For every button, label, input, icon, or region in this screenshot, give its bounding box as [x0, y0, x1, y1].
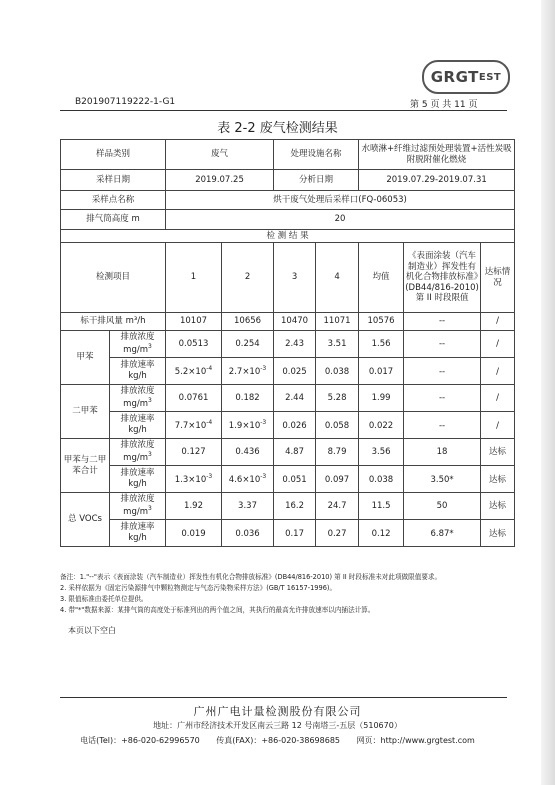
rate-value-base: 0.036 [235, 528, 260, 539]
remark-line: 2. 采样依据为《固定污染源排气中颗粒物测定与气态污染物采样方法》(GB/T 16157-1996)。 [60, 584, 337, 592]
rate-value-base: 达标 [489, 474, 507, 485]
rate-value [359, 412, 404, 439]
flow-label: 标干排风量 m³/h [61, 313, 166, 331]
rate-value-base: 0.17 [285, 528, 304, 539]
concentration-value: 8.79 [316, 439, 359, 466]
flow-value: 10656 [222, 313, 274, 331]
rate-value [166, 358, 222, 385]
rate-value-base: 5.2×10 [174, 366, 207, 377]
concentration-value: 5.28 [316, 385, 359, 412]
rate-value-base: 0.058 [324, 420, 350, 431]
concentration-value: -- [404, 331, 481, 358]
facility-label: 处理设施名称 [274, 140, 359, 170]
col-header-item: 检测项目 [61, 243, 166, 313]
rate-value [404, 520, 481, 547]
concentration-value: 0.182 [222, 385, 274, 412]
rate-value [316, 520, 359, 547]
table-title: 表 2-2 废气检测结果 [217, 121, 338, 136]
rate-label: 排放速率 kg/h [110, 412, 166, 439]
rate-value-base: 0.017 [368, 366, 394, 377]
rate-value-base: / [496, 420, 499, 431]
col-header-compliance: 达标情况 [481, 243, 515, 313]
rate-value [166, 412, 222, 439]
rate-value-base: 0.026 [282, 420, 307, 431]
pollutant-name: 甲苯 [61, 331, 110, 385]
results-section-label: 检 测 结 果 [61, 230, 515, 243]
pollutant-name: 二甲苯 [61, 385, 110, 439]
pollutant-name: 甲苯与二甲苯合计 [61, 439, 110, 493]
contact-tel: 电话(Tel)：+86-020-62996570 [80, 736, 200, 745]
rate-value-base: 0.038 [324, 366, 350, 377]
rate-value-base: 1.3×10 [174, 474, 207, 485]
rate-value [481, 520, 515, 547]
rate-label: 排放速率 kg/h [110, 358, 166, 385]
pollutant-name: 总 VOCs [61, 493, 110, 547]
rate-value-exponent: -4 [206, 364, 213, 372]
concentration-value: 24.7 [316, 493, 359, 520]
rate-label: 排放速率 kg/h [110, 466, 166, 493]
concentration-value: 1.99 [359, 385, 404, 412]
remarks [60, 572, 510, 616]
logo-small-text: EST [478, 71, 502, 83]
info-row-dates [61, 170, 515, 191]
contact-fax: 传真(FAX)：+86-020-38698685 [216, 736, 341, 745]
rate-value [166, 520, 222, 547]
header-divider [60, 110, 507, 111]
rate-value [316, 412, 359, 439]
company-logo [422, 60, 510, 94]
rate-value-base: 0.019 [181, 528, 206, 539]
col-header-standard: 《表面涂装（汽车制造业）挥发性有机化合物排放标准》(DB44/816-2010)第 II 时段限值 [404, 243, 481, 313]
exhaust-gas-results-table [60, 139, 515, 547]
rate-value-base: 0.12 [371, 528, 391, 539]
rate-value-base: 0.051 [282, 474, 307, 485]
concentration-value: 3.56 [359, 439, 404, 466]
rate-value [481, 466, 515, 493]
concentration-value: 达标 [481, 439, 515, 466]
flow-compliance: / [481, 313, 515, 331]
rate-value-base: 0.038 [368, 474, 394, 485]
concentration-value: 达标 [481, 493, 515, 520]
flow-standard: -- [404, 313, 481, 331]
rate-value [481, 358, 515, 385]
rate-value [359, 466, 404, 493]
remark-line: 4. 带"*"数据来源：某排气筒的高度处于标准列出的两个值之间，其执行的最高允许排放速率以内插法计算。 [60, 606, 375, 614]
info-row-stack [61, 210, 515, 230]
results-section-row [61, 230, 515, 243]
info-row-sample [61, 140, 515, 170]
table-row [61, 520, 515, 547]
rate-value-base: 0.097 [324, 474, 350, 485]
sampling-point-label: 采样点名称 [61, 191, 166, 210]
rate-value-base: 7.7×10 [174, 420, 207, 431]
concentration-value: 0.436 [222, 439, 274, 466]
rate-value [274, 520, 316, 547]
flow-value: 10107 [166, 313, 222, 331]
stack-height-label: 排气筒高度 m [61, 210, 166, 230]
rate-value [404, 466, 481, 493]
rate-value-base: 2.7×10 [228, 366, 261, 377]
flow-value: 11071 [316, 313, 359, 331]
concentration-value: 16.2 [274, 493, 316, 520]
rate-value-base: 1.9×10 [228, 420, 261, 431]
sampling-date-label: 采样日期 [61, 170, 166, 191]
sampling-date-value: 2019.07.25 [166, 170, 274, 191]
rate-value [359, 520, 404, 547]
rate-value-base: 0.27 [327, 528, 347, 539]
concentration-label: 排放浓度 $mg/m^3$ [110, 493, 166, 520]
col-header-average: 均值 [359, 243, 404, 313]
rate-value-exponent: -3 [260, 364, 267, 372]
info-row-point [61, 191, 515, 210]
concentration-value: 3.51 [316, 331, 359, 358]
rate-value-exponent: -4 [206, 418, 213, 426]
col-header-1: 1 [166, 243, 222, 313]
rate-value-base: 4.6×10 [228, 474, 261, 485]
contact-info [0, 735, 555, 746]
concentration-value: / [481, 385, 515, 412]
concentration-value: 18 [404, 439, 481, 466]
rate-value [222, 520, 274, 547]
concentration-value: 0.254 [222, 331, 274, 358]
rate-value-base: 6.87* [430, 528, 454, 539]
concentration-value: 50 [404, 493, 481, 520]
rate-value-base: 3.50* [430, 474, 454, 485]
concentration-value: 3.37 [222, 493, 274, 520]
concentration-value: 2.43 [274, 331, 316, 358]
rate-value-base: / [496, 366, 499, 377]
contact-web: 网页：http://www.grgtest.com [356, 736, 475, 745]
concentration-value: 0.0513 [166, 331, 222, 358]
rate-value-exponent: -3 [260, 472, 267, 480]
facility-value: 水喷淋+纤维过滤预处理装置+活性炭吸附脱附催化燃烧 [359, 140, 515, 170]
pollutant-groups [61, 331, 515, 547]
concentration-value: 0.0761 [166, 385, 222, 412]
table-row [61, 493, 515, 520]
rate-label: 排放速率 kg/h [110, 520, 166, 547]
remark-line: 备注：1."--"表示《表面涂装（汽车制造业）挥发性有机化合物排放标准》(DB44/816-2010) 第 II 时段标准未对此项做限值要求。 [60, 573, 442, 581]
rate-value [274, 358, 316, 385]
rate-value [359, 358, 404, 385]
sample-type-value: 废气 [166, 140, 274, 170]
rate-value-base: 达标 [489, 528, 507, 539]
concentration-value: 1.56 [359, 331, 404, 358]
concentration-value: 0.127 [166, 439, 222, 466]
table-row [61, 358, 515, 385]
blank-below-note: 本页以下空白 [68, 626, 116, 635]
col-header-4: 4 [316, 243, 359, 313]
concentration-label: 排放浓度 $mg/m^3$ [110, 439, 166, 466]
concentration-value: 2.44 [274, 385, 316, 412]
rate-value [404, 412, 481, 439]
footer-divider [60, 697, 507, 698]
stack-height-value: 20 [166, 210, 515, 230]
sample-type-label: 样品类别 [61, 140, 166, 170]
rate-value [166, 466, 222, 493]
rate-value-base: -- [438, 420, 446, 431]
rate-value-base: -- [438, 366, 446, 377]
rate-value [274, 466, 316, 493]
analysis-date-label: 分析日期 [274, 170, 359, 191]
flow-value: 10470 [274, 313, 316, 331]
report-number: B201907119222-1-G1 [75, 97, 176, 107]
company-name: 广州广电计量检测股份有限公司 [193, 705, 362, 718]
col-header-3: 3 [274, 243, 316, 313]
rate-value-base: 0.022 [368, 420, 394, 431]
rate-value-exponent: -3 [260, 418, 267, 426]
rate-value [222, 412, 274, 439]
concentration-value: 11.5 [359, 493, 404, 520]
rate-value [481, 412, 515, 439]
col-header-2: 2 [222, 243, 274, 313]
rate-value [404, 358, 481, 385]
table-row [61, 439, 515, 466]
rate-value [316, 466, 359, 493]
results-header-row [61, 243, 515, 313]
company-address: 地址：广州市经济技术开发区南云三路 12 号南塔三-五层（510670） [153, 721, 402, 730]
analysis-date-value: 2019.07.29-2019.07.31 [359, 170, 515, 191]
flow-average: 10576 [359, 313, 404, 331]
sampling-point-value: 烘干废气处理后采样口(FQ-06053) [166, 191, 515, 210]
table-row-flow [61, 313, 515, 331]
concentration-label: 排放浓度 $mg/m^3$ [110, 385, 166, 412]
table-row [61, 385, 515, 412]
rate-value [316, 358, 359, 385]
table-row [61, 412, 515, 439]
page-number: 第 5 页 共 11 页 [410, 100, 478, 110]
remark-line: 3. 限值标准由委托单位提供。 [60, 595, 148, 603]
table-row [61, 466, 515, 493]
rate-value [274, 412, 316, 439]
rate-value-exponent: -3 [206, 472, 213, 480]
rate-value-base: 0.025 [282, 366, 307, 377]
concentration-value: -- [404, 385, 481, 412]
concentration-value: / [481, 331, 515, 358]
table-row [61, 331, 515, 358]
concentration-label: 排放浓度 $mg/m^3$ [110, 331, 166, 358]
logo-main-text: GRGT [430, 68, 479, 86]
rate-value [222, 466, 274, 493]
concentration-value: 1.92 [166, 493, 222, 520]
rate-value [222, 358, 274, 385]
concentration-value: 4.87 [274, 439, 316, 466]
